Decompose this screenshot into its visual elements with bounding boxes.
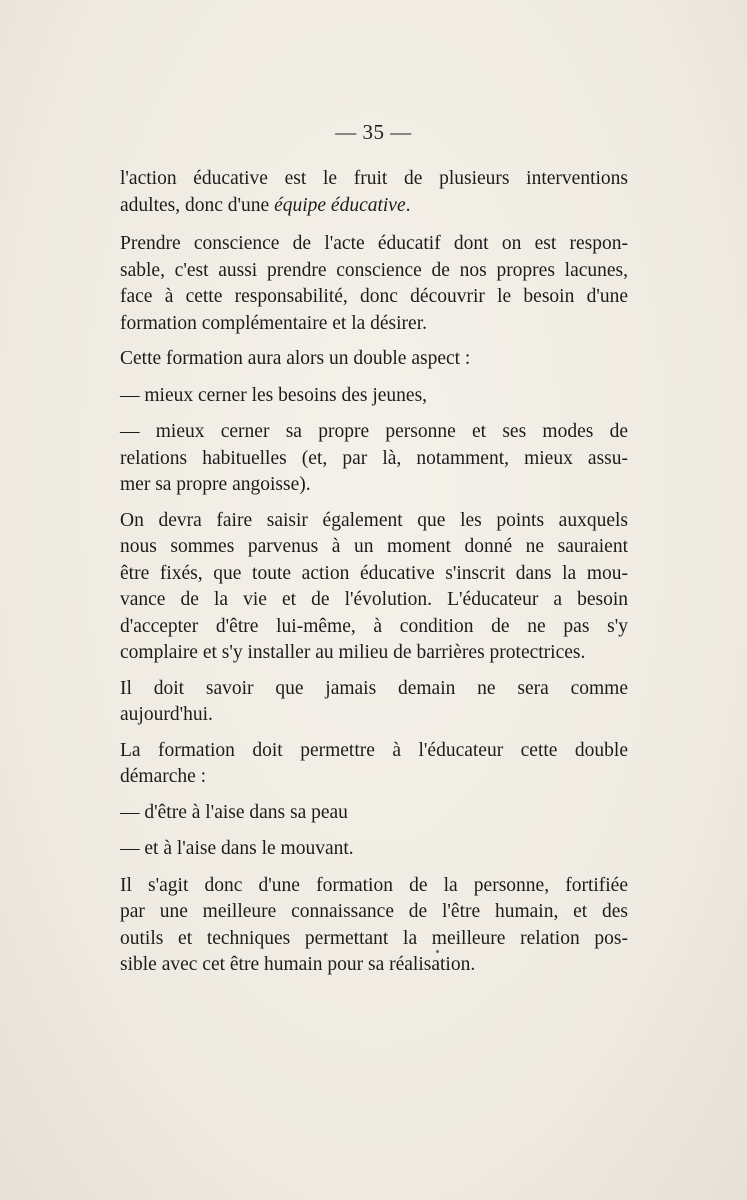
text-line: face à cette responsabilité, donc découvrir le besoin d'une bbox=[120, 286, 628, 307]
paragraph-awareness bbox=[120, 231, 628, 337]
paragraph-double-approach bbox=[120, 738, 628, 791]
paragraph-evolution bbox=[120, 508, 628, 667]
text-line: par une meilleure connaissance de l'être humain, et des bbox=[120, 901, 628, 922]
paragraph-double-aspect bbox=[120, 346, 628, 373]
text-line: l'action éducative est le fruit de plusieurs interventions bbox=[120, 168, 628, 189]
text-fragment: . bbox=[405, 194, 411, 216]
text-line: complaire et s'y installer au milieu de barrières protectrices. bbox=[120, 642, 586, 663]
list-item-own-person bbox=[120, 419, 628, 499]
list-item-at-ease-in-skin bbox=[120, 800, 628, 827]
text-line: sable, c'est aussi prendre conscience de nos propres lacunes, bbox=[120, 259, 628, 281]
text-line: être fixés, que toute action éducative s'inscrit dans la mou- bbox=[120, 562, 628, 584]
text-line: aujourd'hui. bbox=[120, 704, 213, 725]
paragraph-tomorrow bbox=[120, 676, 628, 729]
text-fragment: adultes, donc d'une bbox=[120, 194, 275, 216]
body-text bbox=[120, 166, 628, 988]
text-line: Cette formation aura alors un double aspect : bbox=[120, 348, 471, 369]
text-line: sible avec cet être humain pour sa réalisation. bbox=[120, 954, 476, 975]
text-line: — mieux cerner les besoins des jeunes, bbox=[120, 384, 428, 406]
text-line: — mieux cerner sa propre personne et ses modes de bbox=[120, 421, 628, 442]
list-item-needs-of-young bbox=[120, 383, 628, 410]
paragraph-formation-of-person bbox=[120, 873, 628, 979]
emphasized-term: équipe éducative bbox=[274, 194, 406, 216]
text-line: Il s'agit donc d'une formation de la personne, fortifiée bbox=[120, 874, 628, 896]
ink-speck bbox=[436, 950, 439, 953]
text-line: La formation doit permettre à l'éducateur cette double bbox=[120, 739, 628, 761]
text-line: vance de la vie et de l'évolution. L'éducateur a besoin bbox=[120, 589, 628, 610]
text-line: nous sommes parvenus à un moment donné ne sauraient bbox=[120, 536, 628, 557]
text-line: relations habituelles (et, par là, notamment, mieux assu- bbox=[120, 447, 628, 469]
text-line: d'accepter d'être lui-même, à condition de ne pas s'y bbox=[120, 615, 628, 637]
text-line: outils et techniques permettant la meilleure relation pos- bbox=[120, 927, 628, 949]
text-line bbox=[120, 193, 628, 220]
page-number: — 35 — bbox=[335, 120, 412, 144]
text-line: — et à l'aise dans le mouvant. bbox=[120, 838, 354, 859]
text-line: Il doit savoir que jamais demain ne sera comme bbox=[120, 677, 628, 699]
text-line: On devra faire saisir également que les points auxquels bbox=[120, 509, 628, 531]
text-line: Prendre conscience de l'acte éducatif dont on est respon- bbox=[120, 233, 628, 254]
text-line: mer sa propre angoisse). bbox=[120, 474, 311, 495]
list-item-at-ease-in-movement bbox=[120, 836, 628, 863]
paragraph-educational-team bbox=[120, 166, 628, 219]
text-line: formation complémentaire et la désirer. bbox=[120, 312, 428, 334]
text-line: — d'être à l'aise dans sa peau bbox=[120, 801, 348, 823]
text-line: démarche : bbox=[120, 766, 207, 787]
